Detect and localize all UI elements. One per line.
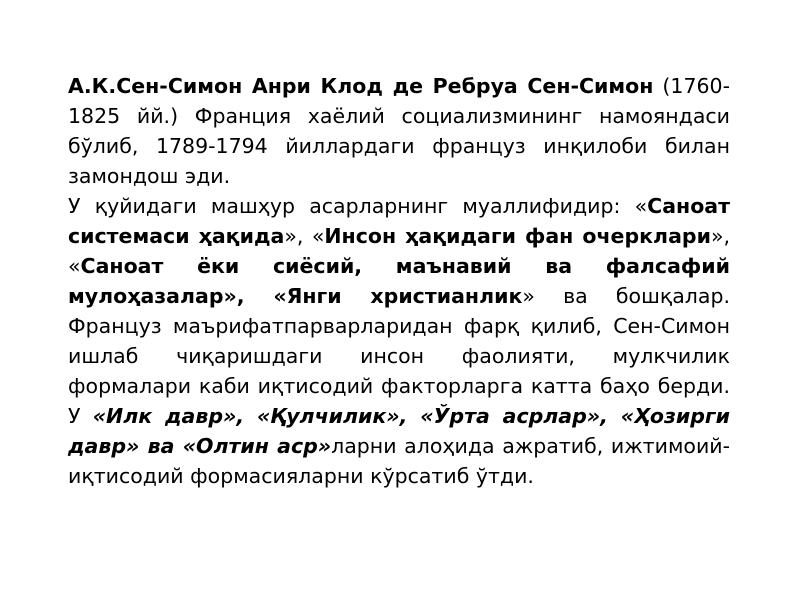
contribution-text: » ва бошқалар. Француз маърифатпарварларидан фарқ қилиб, Сен-Симон ишлаб чиқаришдаги инсон фаолияти, мулкчилик формалари каби иқтисодий факторларга катта баҳо берди. У xyxy=(68,284,730,428)
punctuation: », « xyxy=(284,224,325,248)
work-title: Саноат системаси ҳақида xyxy=(68,194,730,248)
person-name: А.К.Сен-Симон Анри Клод де Ребруа Сен-Симон xyxy=(68,74,654,98)
biography-text: (1760-1825 йй.) Франция хаёлий социализмининг намояндаси бўлиб, 1789-1794 йиллардаги француз инқилоби билан замондош эди. xyxy=(68,74,730,188)
work-title: Инсон ҳақидаги фан очерклари xyxy=(324,224,711,248)
works-intro-text: У қуйидаги машҳур асарларнинг муаллифидир: « xyxy=(68,194,648,218)
text-body xyxy=(68,71,730,491)
conclusion-text: ларни алоҳида ажратиб, ижтимоий-иқтисодий формасияларни кўрсатиб ўтди. xyxy=(68,434,730,488)
historical-periods: «Илк давр», «Қулчилик», «Ўрта асрлар», «Ҳозирги давр» ва «Олтин аср» xyxy=(68,404,731,458)
paragraph-works xyxy=(68,191,730,491)
punctuation: », « xyxy=(68,224,731,278)
paragraph-biography xyxy=(68,71,730,191)
work-title: Саноат ёки сиёсий, маънавий ва фалсафий мулоҳазалар», «Янги христианлик xyxy=(68,254,730,308)
